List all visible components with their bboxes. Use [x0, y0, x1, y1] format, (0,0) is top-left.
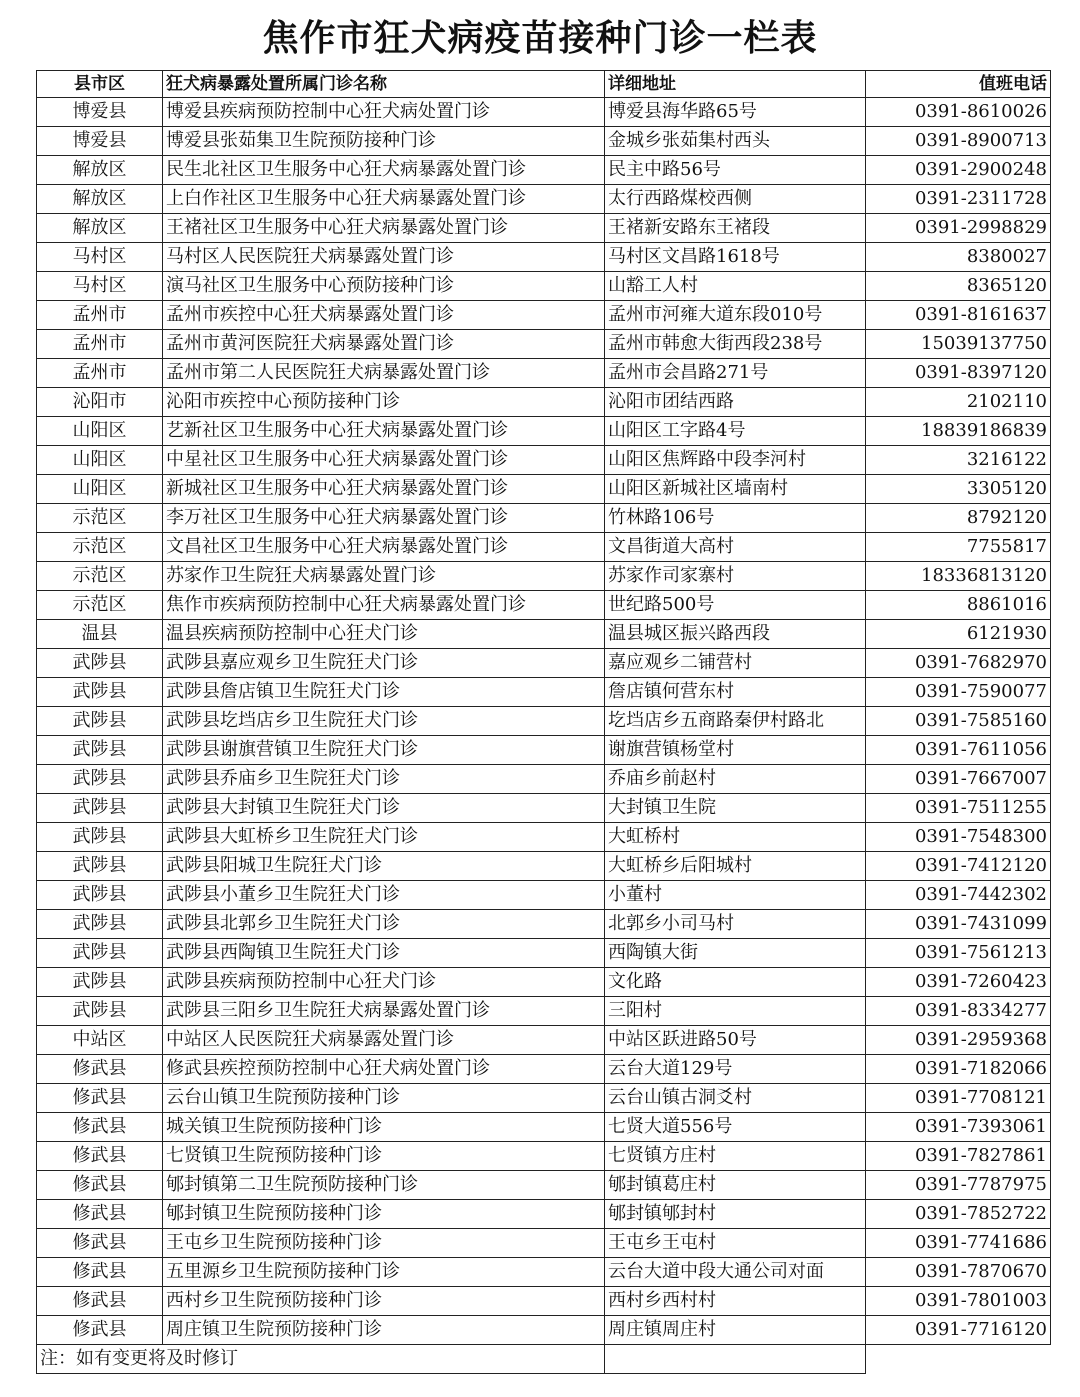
- cell-phone: 8792120: [866, 504, 1051, 533]
- table-row: [37, 968, 1051, 997]
- cell-clinic: 马村区人民医院狂犬病暴露处置门诊: [163, 243, 605, 272]
- cell-phone: 0391-7590077: [866, 678, 1051, 707]
- cell-clinic: 五里源乡卫生院预防接种门诊: [163, 1258, 605, 1287]
- table-row: [37, 156, 1051, 185]
- cell-clinic: 文昌社区卫生服务中心狂犬病暴露处置门诊: [163, 533, 605, 562]
- cell-phone: 0391-8334277: [866, 997, 1051, 1026]
- cell-clinic: 武陟县大封镇卫生院狂犬门诊: [163, 794, 605, 823]
- cell-clinic: 李万社区卫生服务中心狂犬病暴露处置门诊: [163, 504, 605, 533]
- cell-address: 云台大道129号: [605, 1055, 866, 1084]
- table-header: [37, 71, 1051, 98]
- table-row: [37, 1316, 1051, 1345]
- cell-address: 太行西路煤校西侧: [605, 185, 866, 214]
- cell-phone: 0391-2900248: [866, 156, 1051, 185]
- cell-phone: 0391-2998829: [866, 214, 1051, 243]
- cell-address: 乔庙乡前赵村: [605, 765, 866, 794]
- cell-phone: 0391-7442302: [866, 881, 1051, 910]
- cell-phone: 0391-7412120: [866, 852, 1051, 881]
- cell-county: 武陟县: [37, 852, 163, 881]
- cell-clinic: 孟州市第二人民医院狂犬病暴露处置门诊: [163, 359, 605, 388]
- cell-county: 修武县: [37, 1084, 163, 1113]
- cell-clinic: 沁阳市疾控中心预防接种门诊: [163, 388, 605, 417]
- header-clinic: 狂犬病暴露处置所属门诊名称: [163, 71, 605, 98]
- cell-clinic: 武陟县谢旗营镇卫生院狂犬门诊: [163, 736, 605, 765]
- cell-clinic: 新城社区卫生服务中心狂犬病暴露处置门诊: [163, 475, 605, 504]
- cell-address: 山阳区新城社区墙南村: [605, 475, 866, 504]
- cell-county: 修武县: [37, 1142, 163, 1171]
- cell-county: 孟州市: [37, 301, 163, 330]
- table-row: [37, 1229, 1051, 1258]
- cell-clinic: 武陟县北郭乡卫生院狂犬门诊: [163, 910, 605, 939]
- cell-phone: 8861016: [866, 591, 1051, 620]
- cell-county: 修武县: [37, 1258, 163, 1287]
- table-row: [37, 997, 1051, 1026]
- cell-phone: 7755817: [866, 533, 1051, 562]
- cell-phone: 6121930: [866, 620, 1051, 649]
- table-row: [37, 359, 1051, 388]
- cell-county: 博爱县: [37, 98, 163, 127]
- cell-clinic: 郇封镇第二卫生院预防接种门诊: [163, 1171, 605, 1200]
- cell-clinic: 七贤镇卫生院预防接种门诊: [163, 1142, 605, 1171]
- cell-phone: 0391-7787975: [866, 1171, 1051, 1200]
- table-row: [37, 272, 1051, 301]
- cell-clinic: 云台山镇卫生院预防接种门诊: [163, 1084, 605, 1113]
- cell-address: 王褚新安路东王褚段: [605, 214, 866, 243]
- cell-address: 苏家作司家寨村: [605, 562, 866, 591]
- cell-clinic: 武陟县疾病预防控制中心狂犬门诊: [163, 968, 605, 997]
- cell-clinic: 民生北社区卫生服务中心狂犬病暴露处置门诊: [163, 156, 605, 185]
- cell-clinic: 武陟县小董乡卫生院狂犬门诊: [163, 881, 605, 910]
- note-blank: [866, 1345, 1051, 1374]
- cell-address: 郇封镇郇封村: [605, 1200, 866, 1229]
- cell-phone: 0391-7870670: [866, 1258, 1051, 1287]
- cell-county: 武陟县: [37, 765, 163, 794]
- cell-clinic: 武陟县三阳乡卫生院狂犬病暴露处置门诊: [163, 997, 605, 1026]
- cell-phone: 0391-7182066: [866, 1055, 1051, 1084]
- cell-address: 文化路: [605, 968, 866, 997]
- cell-address: 大虹桥村: [605, 823, 866, 852]
- cell-phone: 0391-7393061: [866, 1113, 1051, 1142]
- table-row: [37, 591, 1051, 620]
- cell-clinic: 中星社区卫生服务中心狂犬病暴露处置门诊: [163, 446, 605, 475]
- table-row: [37, 736, 1051, 765]
- cell-phone: 3305120: [866, 475, 1051, 504]
- cell-county: 中站区: [37, 1026, 163, 1055]
- cell-phone: 0391-7827861: [866, 1142, 1051, 1171]
- cell-phone: 0391-7852722: [866, 1200, 1051, 1229]
- cell-county: 修武县: [37, 1287, 163, 1316]
- cell-address: 嘉应观乡二铺营村: [605, 649, 866, 678]
- cell-address: 周庄镇周庄村: [605, 1316, 866, 1345]
- note-text: 注：如有变更将及时修订: [37, 1345, 605, 1374]
- cell-clinic: 王屯乡卫生院预防接种门诊: [163, 1229, 605, 1258]
- cell-phone: 0391-7741686: [866, 1229, 1051, 1258]
- cell-county: 山阳区: [37, 446, 163, 475]
- cell-address: 孟州市韩愈大街西段238号: [605, 330, 866, 359]
- cell-clinic: 武陟县乔庙乡卫生院狂犬门诊: [163, 765, 605, 794]
- cell-address: 山豁工人村: [605, 272, 866, 301]
- table-row: [37, 98, 1051, 127]
- cell-clinic: 中站区人民医院狂犬病暴露处置门诊: [163, 1026, 605, 1055]
- cell-address: 大封镇卫生院: [605, 794, 866, 823]
- table-row: [37, 852, 1051, 881]
- cell-county: 解放区: [37, 185, 163, 214]
- cell-address: 三阳村: [605, 997, 866, 1026]
- cell-address: 西陶镇大街: [605, 939, 866, 968]
- table-row: [37, 939, 1051, 968]
- table-row: [37, 417, 1051, 446]
- cell-county: 武陟县: [37, 997, 163, 1026]
- cell-county: 武陟县: [37, 649, 163, 678]
- cell-phone: 18839186839: [866, 417, 1051, 446]
- table-row: [37, 1055, 1051, 1084]
- table-row: [37, 1142, 1051, 1171]
- cell-clinic: 博爱县张茹集卫生院预防接种门诊: [163, 127, 605, 156]
- table-row: [37, 1171, 1051, 1200]
- cell-clinic: 武陟县圪垱店乡卫生院狂犬门诊: [163, 707, 605, 736]
- cell-clinic: 上白作社区卫生服务中心狂犬病暴露处置门诊: [163, 185, 605, 214]
- cell-address: 山阳区焦辉路中段李河村: [605, 446, 866, 475]
- table-row: [37, 330, 1051, 359]
- cell-address: 孟州市会昌路271号: [605, 359, 866, 388]
- cell-county: 修武县: [37, 1200, 163, 1229]
- cell-phone: 18336813120: [866, 562, 1051, 591]
- table-row: [37, 1258, 1051, 1287]
- cell-county: 示范区: [37, 504, 163, 533]
- cell-phone: 0391-8397120: [866, 359, 1051, 388]
- cell-county: 温县: [37, 620, 163, 649]
- cell-address: 云台山镇古洞爻村: [605, 1084, 866, 1113]
- cell-clinic: 演马社区卫生服务中心预防接种门诊: [163, 272, 605, 301]
- table-row: [37, 620, 1051, 649]
- cell-address: 郇封镇葛庄村: [605, 1171, 866, 1200]
- note-row: [37, 1345, 1051, 1374]
- cell-phone: 0391-7801003: [866, 1287, 1051, 1316]
- cell-address: 小董村: [605, 881, 866, 910]
- cell-county: 马村区: [37, 272, 163, 301]
- cell-county: 博爱县: [37, 127, 163, 156]
- cell-county: 修武县: [37, 1316, 163, 1345]
- cell-phone: 0391-8610026: [866, 98, 1051, 127]
- cell-phone: 0391-7611056: [866, 736, 1051, 765]
- cell-phone: 2102110: [866, 388, 1051, 417]
- cell-address: 谢旗营镇杨堂村: [605, 736, 866, 765]
- cell-clinic: 孟州市疾控中心狂犬病暴露处置门诊: [163, 301, 605, 330]
- header-address: 详细地址: [605, 71, 866, 98]
- cell-county: 沁阳市: [37, 388, 163, 417]
- cell-county: 武陟县: [37, 736, 163, 765]
- cell-county: 修武县: [37, 1113, 163, 1142]
- table-row: [37, 475, 1051, 504]
- cell-county: 示范区: [37, 591, 163, 620]
- cell-clinic: 孟州市黄河医院狂犬病暴露处置门诊: [163, 330, 605, 359]
- cell-address: 詹店镇何营东村: [605, 678, 866, 707]
- cell-phone: 0391-7260423: [866, 968, 1051, 997]
- table-row: [37, 562, 1051, 591]
- cell-address: 北郭乡小司马村: [605, 910, 866, 939]
- table-row: [37, 1113, 1051, 1142]
- cell-address: 文昌街道大高村: [605, 533, 866, 562]
- cell-address: 世纪路500号: [605, 591, 866, 620]
- table-body: [37, 98, 1051, 1345]
- cell-county: 修武县: [37, 1229, 163, 1258]
- cell-address: 大虹桥乡后阳城村: [605, 852, 866, 881]
- table-row: [37, 678, 1051, 707]
- header-phone: 值班电话: [866, 71, 1051, 98]
- cell-clinic: 武陟县詹店镇卫生院狂犬门诊: [163, 678, 605, 707]
- cell-address: 圪垱店乡五商路秦伊村路北: [605, 707, 866, 736]
- table-row: [37, 127, 1051, 156]
- table-row: [37, 707, 1051, 736]
- cell-address: 中站区跃进路50号: [605, 1026, 866, 1055]
- cell-clinic: 城关镇卫生院预防接种门诊: [163, 1113, 605, 1142]
- table-row: [37, 881, 1051, 910]
- cell-clinic: 焦作市疾病预防控制中心狂犬病暴露处置门诊: [163, 591, 605, 620]
- table-row: [37, 649, 1051, 678]
- cell-clinic: 郇封镇卫生院预防接种门诊: [163, 1200, 605, 1229]
- cell-county: 武陟县: [37, 939, 163, 968]
- cell-phone: 0391-7708121: [866, 1084, 1051, 1113]
- cell-phone: 15039137750: [866, 330, 1051, 359]
- cell-county: 武陟县: [37, 910, 163, 939]
- table-row: [37, 794, 1051, 823]
- cell-address: 沁阳市团结西路: [605, 388, 866, 417]
- cell-phone: 0391-7667007: [866, 765, 1051, 794]
- cell-phone: 8365120: [866, 272, 1051, 301]
- cell-clinic: 西村乡卫生院预防接种门诊: [163, 1287, 605, 1316]
- table-row: [37, 1084, 1051, 1113]
- table-row: [37, 1200, 1051, 1229]
- cell-phone: 0391-8900713: [866, 127, 1051, 156]
- table-row: [37, 823, 1051, 852]
- cell-county: 解放区: [37, 214, 163, 243]
- cell-county: 修武县: [37, 1171, 163, 1200]
- cell-clinic: 武陟县阳城卫生院狂犬门诊: [163, 852, 605, 881]
- cell-address: 竹林路106号: [605, 504, 866, 533]
- cell-address: 王屯乡王屯村: [605, 1229, 866, 1258]
- cell-address: 七贤大道556号: [605, 1113, 866, 1142]
- cell-county: 修武县: [37, 1055, 163, 1084]
- cell-phone: 0391-7548300: [866, 823, 1051, 852]
- cell-county: 马村区: [37, 243, 163, 272]
- cell-address: 民主中路56号: [605, 156, 866, 185]
- cell-clinic: 苏家作卫生院狂犬病暴露处置门诊: [163, 562, 605, 591]
- cell-phone: 0391-7716120: [866, 1316, 1051, 1345]
- table-row: [37, 1026, 1051, 1055]
- cell-phone: 0391-7511255: [866, 794, 1051, 823]
- table-row: [37, 504, 1051, 533]
- cell-address: 博爱县海华路65号: [605, 98, 866, 127]
- cell-phone: 0391-7431099: [866, 910, 1051, 939]
- cell-county: 山阳区: [37, 417, 163, 446]
- table-row: [37, 910, 1051, 939]
- cell-county: 武陟县: [37, 678, 163, 707]
- table-row: [37, 765, 1051, 794]
- cell-phone: 0391-7682970: [866, 649, 1051, 678]
- cell-county: 武陟县: [37, 881, 163, 910]
- cell-county: 山阳区: [37, 475, 163, 504]
- cell-address: 马村区文昌路1618号: [605, 243, 866, 272]
- cell-clinic: 武陟县西陶镇卫生院狂犬门诊: [163, 939, 605, 968]
- cell-address: 温县城区振兴路西段: [605, 620, 866, 649]
- cell-phone: 0391-7561213: [866, 939, 1051, 968]
- cell-address: 金城乡张茹集村西头: [605, 127, 866, 156]
- cell-phone: 0391-7585160: [866, 707, 1051, 736]
- cell-address: 西村乡西村村: [605, 1287, 866, 1316]
- cell-address: 云台大道中段大通公司对面: [605, 1258, 866, 1287]
- cell-clinic: 武陟县大虹桥乡卫生院狂犬门诊: [163, 823, 605, 852]
- cell-clinic: 博爱县疾病预防控制中心狂犬病处置门诊: [163, 98, 605, 127]
- cell-county: 武陟县: [37, 794, 163, 823]
- cell-clinic: 艺新社区卫生服务中心狂犬病暴露处置门诊: [163, 417, 605, 446]
- cell-clinic: 温县疾病预防控制中心狂犬门诊: [163, 620, 605, 649]
- note-empty-cell: [605, 1345, 866, 1374]
- cell-phone: 8380027: [866, 243, 1051, 272]
- table-row: [37, 301, 1051, 330]
- cell-county: 武陟县: [37, 707, 163, 736]
- cell-county: 解放区: [37, 156, 163, 185]
- cell-county: 示范区: [37, 562, 163, 591]
- table-row: [37, 185, 1051, 214]
- page-title: 焦作市狂犬病疫苗接种门诊一栏表: [262, 18, 818, 59]
- cell-county: 孟州市: [37, 330, 163, 359]
- cell-phone: 0391-2311728: [866, 185, 1051, 214]
- cell-address: 七贤镇方庄村: [605, 1142, 866, 1171]
- table-row: [37, 243, 1051, 272]
- cell-clinic: 周庄镇卫生院预防接种门诊: [163, 1316, 605, 1345]
- cell-phone: 3216122: [866, 446, 1051, 475]
- cell-address: 山阳区工字路4号: [605, 417, 866, 446]
- table-row: [37, 533, 1051, 562]
- table-row: [37, 214, 1051, 243]
- cell-phone: 0391-2959368: [866, 1026, 1051, 1055]
- cell-address: 孟州市河雍大道东段010号: [605, 301, 866, 330]
- table-row: [37, 388, 1051, 417]
- cell-county: 武陟县: [37, 968, 163, 997]
- table-row: [37, 1287, 1051, 1316]
- cell-county: 示范区: [37, 533, 163, 562]
- cell-county: 孟州市: [37, 359, 163, 388]
- header-county: 县市区: [37, 71, 163, 98]
- clinic-table: [36, 70, 1051, 1374]
- cell-phone: 0391-8161637: [866, 301, 1051, 330]
- cell-clinic: 武陟县嘉应观乡卫生院狂犬门诊: [163, 649, 605, 678]
- cell-clinic: 王褚社区卫生服务中心狂犬病暴露处置门诊: [163, 214, 605, 243]
- cell-clinic: 修武县疾控预防控制中心狂犬病处置门诊: [163, 1055, 605, 1084]
- table-row: [37, 446, 1051, 475]
- cell-county: 武陟县: [37, 823, 163, 852]
